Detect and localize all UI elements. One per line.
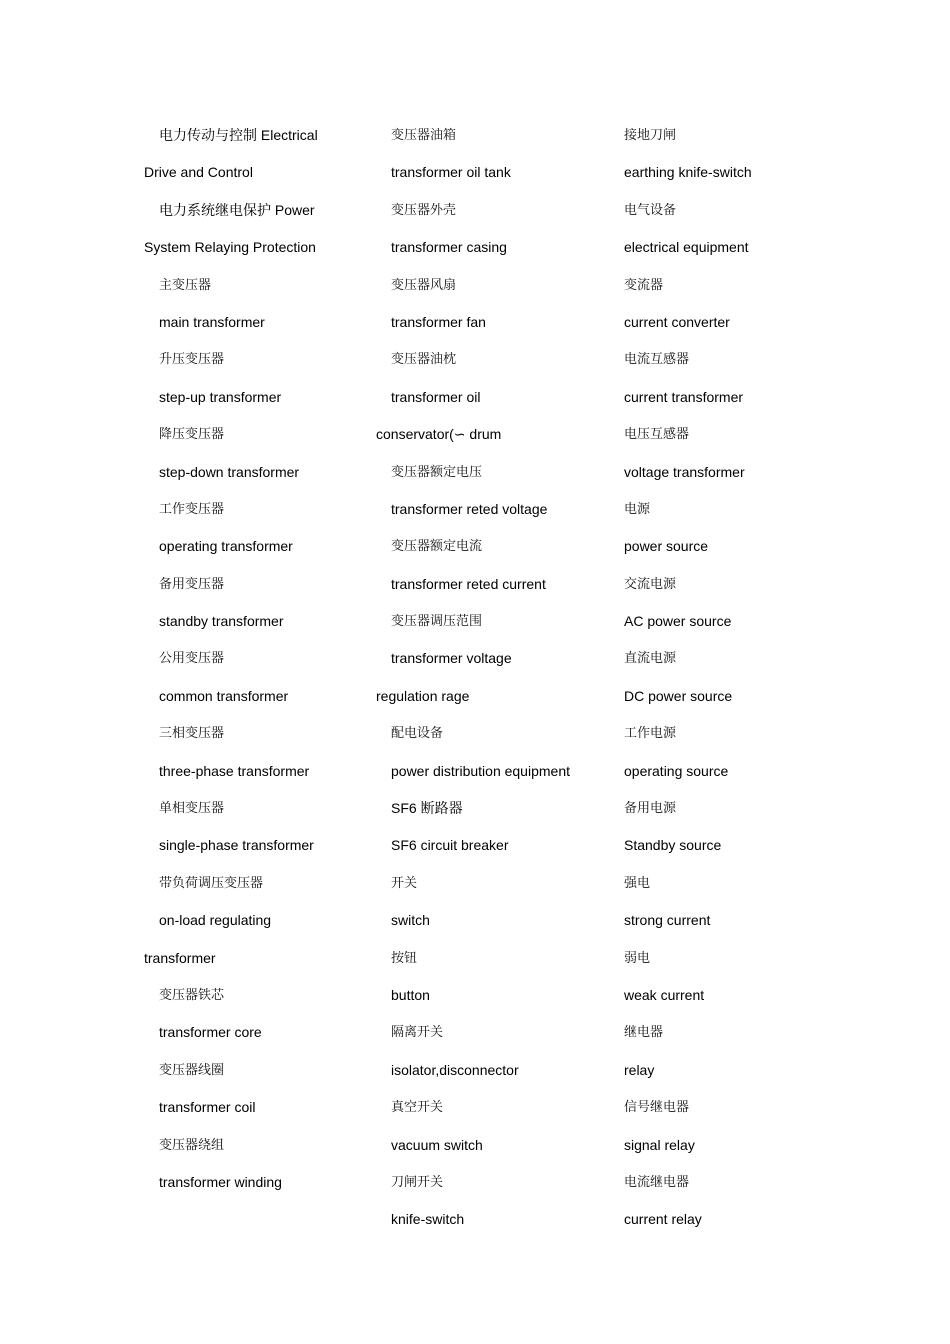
glossary-line: 工作电源 [624,726,677,742]
glossary-line: main transformer [159,313,265,330]
glossary-line: 电气设备 [624,202,677,218]
glossary-line: 交流电源 [624,576,677,592]
glossary-line: 变压器油枕 [391,352,457,368]
glossary-line: 公用变压器 [159,651,225,667]
glossary-line: relay [624,1061,655,1078]
glossary-line: signal relay [624,1136,695,1153]
glossary-line: 电力系统继电保护 Power [159,201,315,218]
glossary-line: 变压器线圈 [159,1062,225,1078]
glossary-line: 继电器 [624,1025,664,1041]
glossary-line: transformer coil [159,1099,256,1116]
glossary-line: AC power source [624,613,732,630]
glossary-line: 降压变压器 [159,427,225,443]
glossary-line: common transformer [159,687,289,704]
glossary-line: power source [624,538,709,555]
glossary-line: Drive and Control [144,164,253,181]
glossary-line: 接地刀闸 [624,128,677,143]
glossary-line: SF6 circuit breaker [391,837,509,854]
glossary-line: step-down transformer [159,463,300,480]
glossary-line: 变压器额定电压 [391,464,483,480]
glossary-line: 变压器铁芯 [159,987,225,1003]
glossary-line: 变压器外壳 [391,202,457,218]
glossary-line: vacuum switch [391,1136,483,1153]
glossary-line: 工作变压器 [159,501,225,517]
glossary-column-1 [144,117,364,1201]
glossary-line: DC power source [624,687,733,704]
glossary-line: 三相变压器 [159,726,225,742]
glossary-line: transformer voltage [391,650,512,667]
glossary-line: 电流继电器 [624,1174,690,1190]
glossary-line: SF6 断路器 [391,800,463,817]
glossary-line: 变压器额定电流 [391,539,483,555]
glossary-line: 变压器调压范围 [391,614,483,630]
glossary-line: transformer [144,949,216,966]
glossary-line: 电源 [624,501,651,517]
glossary-line: current transformer [624,388,744,405]
glossary-column-3 [624,117,844,1239]
glossary-column-2 [376,117,606,1239]
glossary-line: regulation rage [376,687,470,704]
glossary-line: switch [391,912,430,929]
glossary-line: transformer reted current [391,575,546,592]
glossary-line: standby transformer [159,613,284,630]
glossary-line: 变压器风扇 [391,277,457,293]
glossary-line: voltage transformer [624,463,745,480]
glossary-line: conservator(∽ drum [376,426,502,443]
glossary-line: knife-switch [391,1211,465,1228]
glossary-line: 主变压器 [159,277,212,293]
glossary-line: transformer oil tank [391,164,511,181]
glossary-line: transformer fan [391,313,486,330]
glossary-line: 带负荷调压变压器 [159,875,264,891]
glossary-line: three-phase transformer [159,762,310,779]
glossary-line: 变压器油箱 [391,128,457,143]
glossary-line: 单相变压器 [159,801,225,817]
glossary-line: 备用电源 [624,801,677,817]
glossary-line: 配电设备 [391,726,444,742]
glossary-line: button [391,986,430,1003]
glossary-line: 直流电源 [624,651,677,667]
glossary-line: 电流互感器 [624,352,690,368]
glossary-line: current converter [624,313,730,330]
glossary-line: 升压变压器 [159,352,225,368]
glossary-line: 强电 [624,875,651,891]
glossary-line: 弱电 [624,950,651,966]
glossary-line: current relay [624,1211,702,1228]
glossary-line: single-phase transformer [159,837,314,854]
glossary-line: weak current [624,986,705,1003]
glossary-line: Standby source [624,837,722,854]
glossary-line: transformer winding [159,1173,282,1190]
glossary-line: step-up transformer [159,388,282,405]
glossary-line: operating source [624,762,729,779]
glossary-line: strong current [624,912,711,929]
glossary-line: System Relaying Protection [144,239,316,256]
glossary-line: 按钮 [391,950,418,966]
glossary-line: 备用变压器 [159,576,225,592]
glossary-line: transformer reted voltage [391,500,548,517]
glossary-line: on-load regulating [159,912,272,929]
glossary-line: 隔离开关 [391,1025,444,1041]
glossary-line: earthing knife-switch [624,164,752,181]
glossary-line: electrical equipment [624,239,749,256]
glossary-line: transformer oil [391,388,481,405]
glossary-line: 电力传动与控制 Electrical [159,127,318,143]
glossary-line: 真空开关 [391,1100,444,1116]
glossary-line: transformer core [159,1024,262,1041]
glossary-line: 变压器绕组 [159,1137,225,1153]
glossary-line: transformer casing [391,239,507,256]
glossary-line: 信号继电器 [624,1100,690,1116]
glossary-line: 开关 [391,875,418,891]
glossary-line: power distribution equipment [391,762,570,779]
glossary-line: 变流器 [624,277,664,293]
glossary-line: operating transformer [159,538,293,555]
glossary-line: isolator,disconnector [391,1061,519,1078]
glossary-line: 刀闸开关 [391,1174,444,1190]
glossary-line: 电压互感器 [624,427,690,443]
